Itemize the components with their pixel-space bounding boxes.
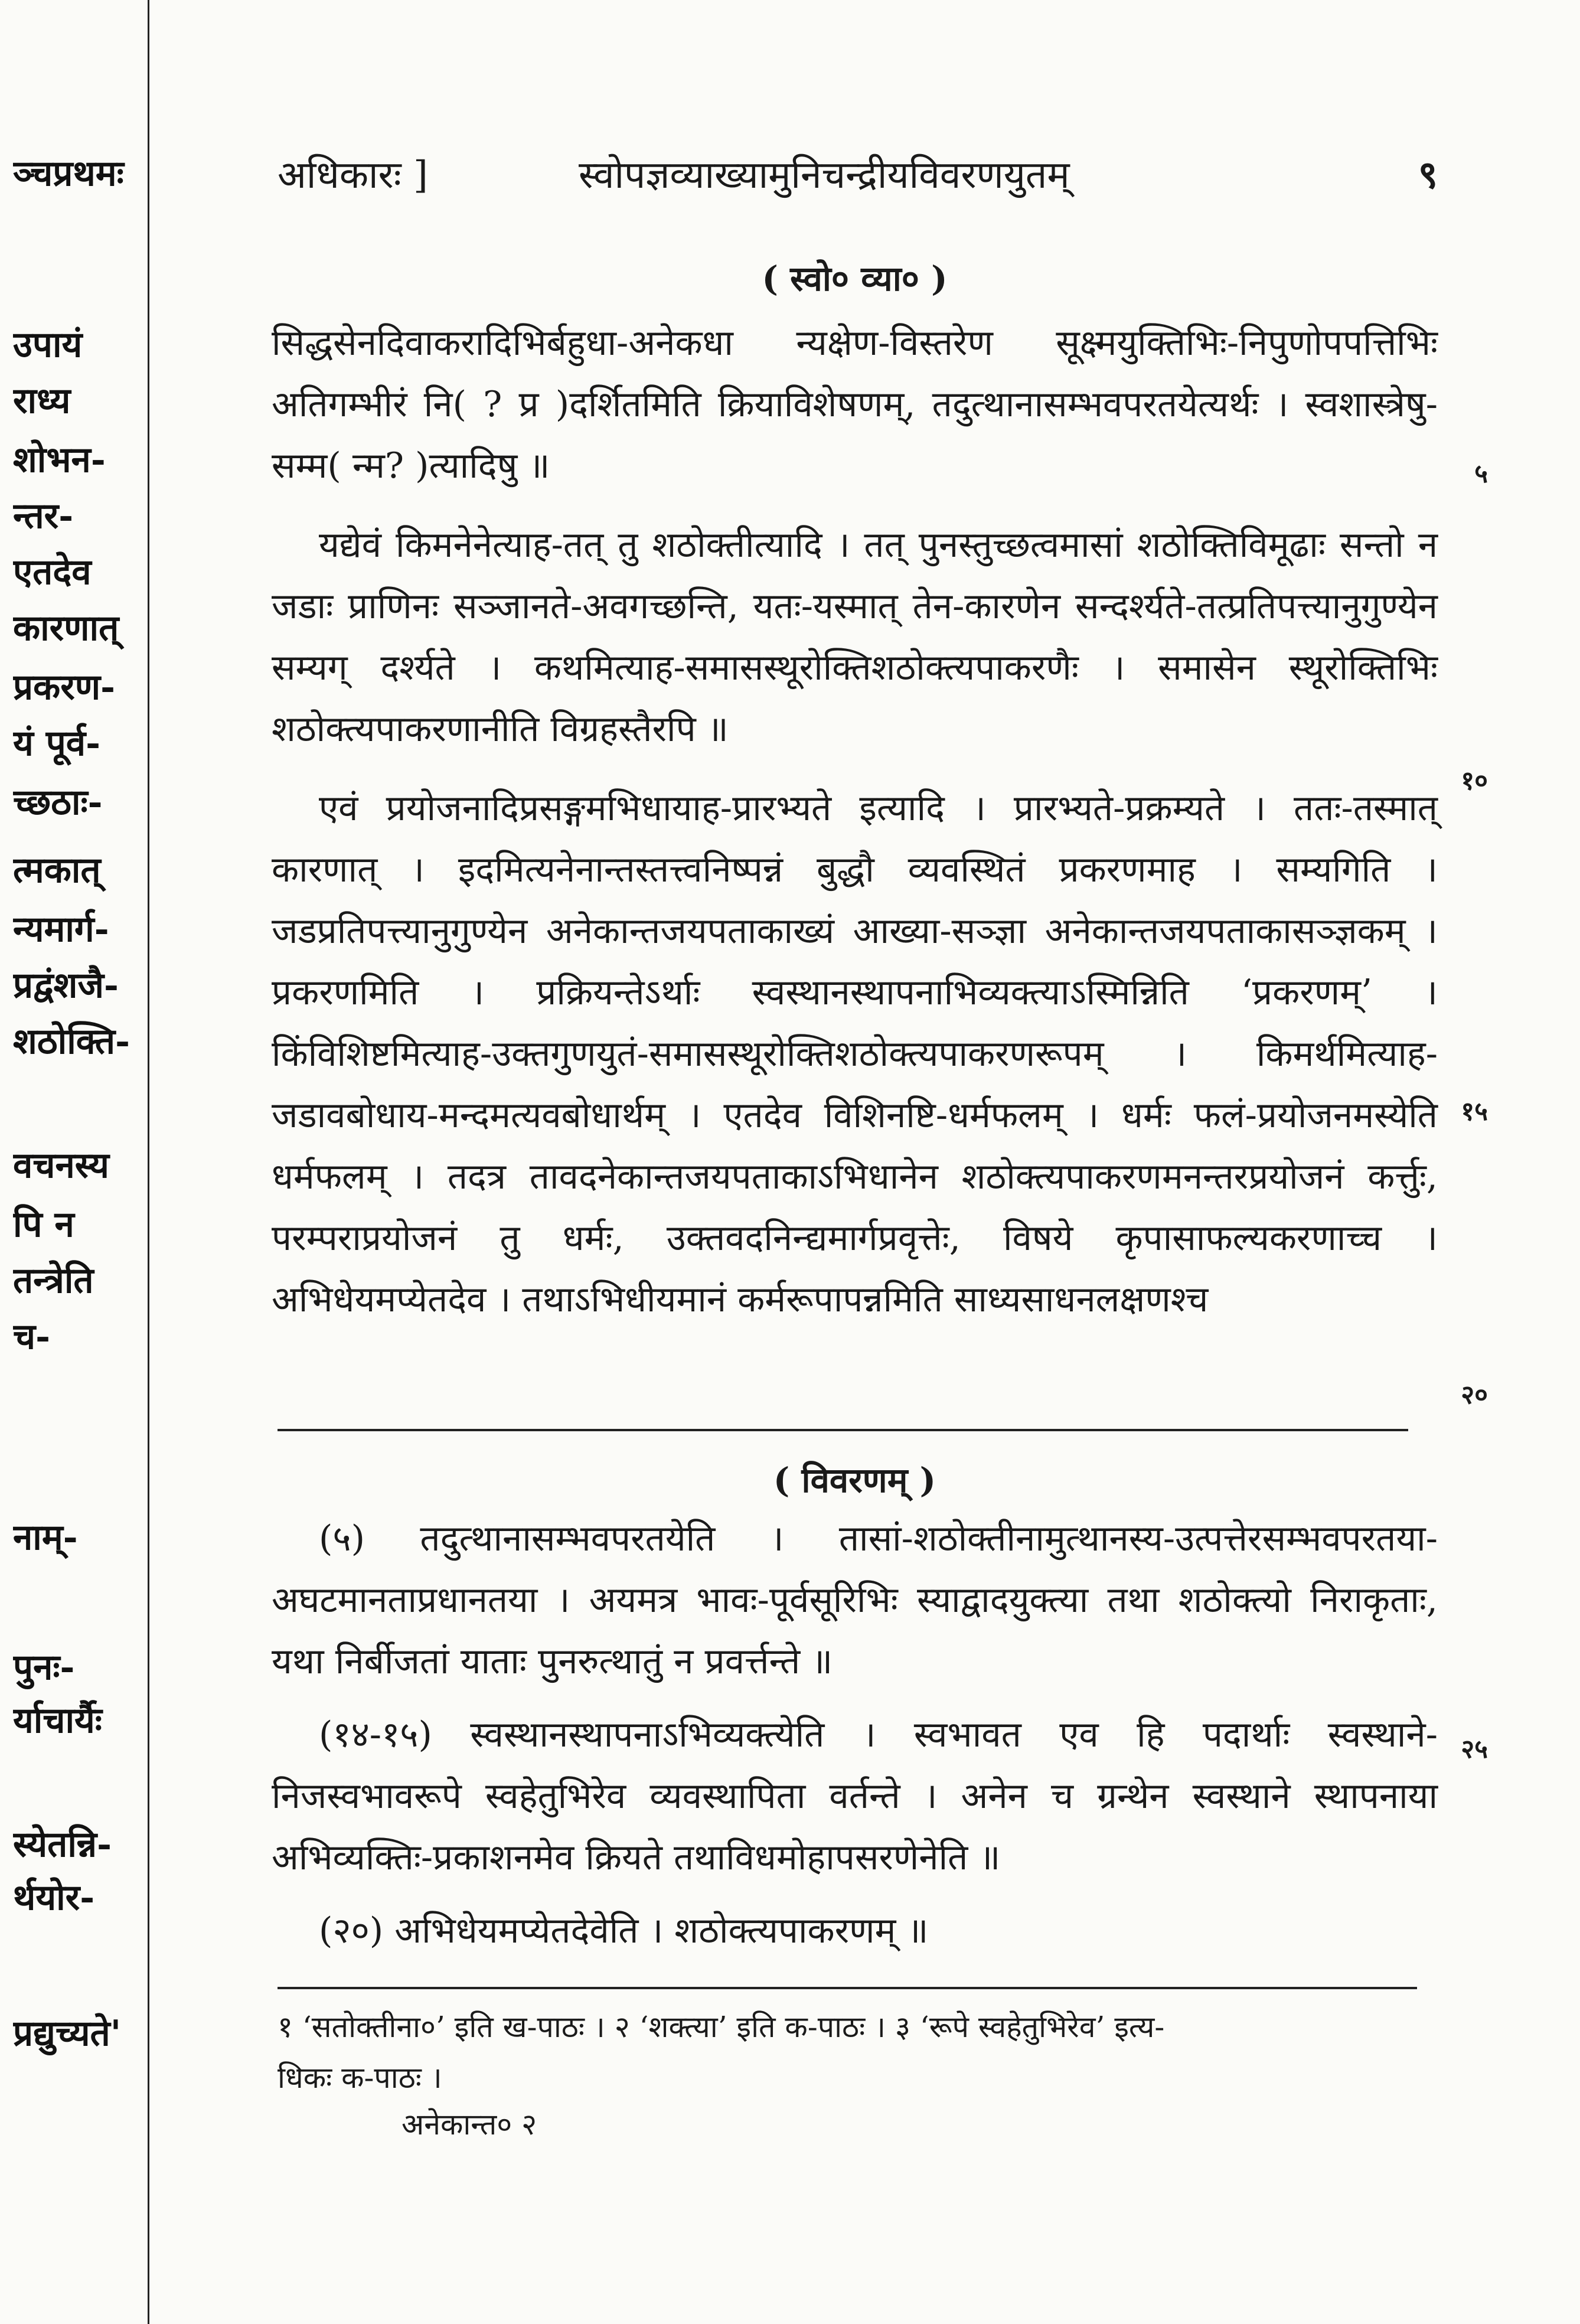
margin-fragment: तन्त्रेति [13, 1260, 94, 1301]
commentary-paragraph: यद्येवं किमनेनेत्याह-तत् तु शठोक्तीत्यादि । तत् पुनस्तुच्छत्वमासां शठोक्तिविमूढाः सन्तो न जडाः प्राणिनः सञ्जानते-अवगच्छन्ति, यतः-यस्मात् तेन-कारणेन सन्दर्श्यते-तत्प्रतिपत्त्यानुगुण्येन सम्यग् दर्श्यते । कथमित्याह-समासस्थूरोक्तिशठोक्त्यपाकरणैः । समासेन स्थूरोक्तिभिः शठोक्त्यपाकरणानीति विग्रहस्तैरपि ॥ [272, 524, 1438, 750]
line-number: १० [1461, 766, 1488, 796]
margin-fragment: र्याचार्यैः [13, 1700, 102, 1741]
vivarana-entry: (५) तदुत्थानासम्भवपरतयेति । तासां-शठोक्तीनामुत्थानस्य-उत्पत्तेरसम्भवपरतया-अघटमानताप्रधानतया । अयमत्र भावः-पूर्वसूरिभिः स्याद्वादयुक्त्या तथा शठोक्त्यो निराकृताः, यथा निर्बीजतां याताः पुनरुत्थातुं न प्रवर्त्तन्ते ॥ [272, 1518, 1438, 1682]
footnote-divider [278, 1987, 1417, 1989]
margin-fragment: एतदेव [13, 551, 92, 593]
footnote-line: धिकः क-पाठः । [278, 2061, 442, 2095]
commentary-heading: ( स्वो० व्या० ) [762, 259, 948, 299]
line-number: २५ [1461, 1734, 1488, 1764]
chapter-marker: अधिकारः ] [278, 154, 428, 197]
vivarana-heading: ( विवरणम् ) [773, 1460, 936, 1500]
margin-fragment: यं पूर्व- [13, 723, 101, 764]
margin-fragment: च्छठाः- [13, 782, 103, 823]
margin-fragment: प्रद्युच्यते' [13, 2013, 122, 2054]
margin-fragment: कारणात् [13, 608, 119, 649]
margin-fragment: र्थयोर- [13, 1877, 95, 1918]
book-title: स्वोपज्ञव्याख्यामुनिचन्द्रीयविवरणयुतम् [579, 154, 1070, 197]
margin-fragment: च- [13, 1316, 51, 1357]
margin-fragment: शठोक्ति- [13, 1021, 130, 1062]
margin-fragment: नाम्- [13, 1517, 78, 1558]
page-number: ९ [1418, 153, 1438, 197]
line-number: १५ [1461, 1096, 1488, 1127]
margin-fragment: न्यमार्ग- [13, 909, 109, 950]
margin-fragment: स्येतन्नि- [13, 1824, 112, 1865]
signature-mark: अनेकान्त० २ [401, 2107, 537, 2142]
section-divider [278, 1429, 1408, 1431]
vivarana-entry: (२०) अभिधेयमप्येतदेवेति । शठोक्त्यपाकरणम् ॥ [319, 1910, 929, 1951]
line-number: ५ [1474, 459, 1488, 489]
margin-fragment: प्रद्वंशजै- [13, 965, 119, 1006]
margin-fragment: ञ्चप्रथमः [13, 153, 124, 194]
margin-fragment: शोभन- [13, 439, 106, 481]
running-head [272, 148, 1438, 201]
footnote-line: १ ‘सतोक्तीना०’ इति ख-पाठः । २ ‘शक्त्या’ इति क-पाठः । ३ ‘रूपे स्वहेतुभिरेव’ इत्य- [278, 2010, 1165, 2044]
vivarana-entry: (१४-१५) स्वस्थानस्थापनाऽभिव्यक्त्येति । स्वभावत एव हि पदार्थाः स्वस्थाने-निजस्वभावरूपे स्वहेतुभिरेव व्यवस्थापिता वर्तन्ते । अनेन च ग्रन्थेन स्वस्थाने स्थापनाया अभिव्यक्तिः-प्रकाशनमेव क्रियते तथाविधमोहापसरणेनेति ॥ [272, 1714, 1438, 1878]
margin-fragment: पुनः- [13, 1647, 75, 1688]
margin-fragment: उपायं [13, 324, 83, 365]
facing-page-margin [0, 0, 149, 2324]
line-number: २० [1461, 1380, 1488, 1410]
margin-fragment: वचनस्य [13, 1145, 109, 1186]
margin-fragment: त्मकात् [13, 850, 101, 891]
margin-fragment: पि न [13, 1204, 74, 1245]
margin-fragment: प्रकरण- [13, 667, 116, 708]
commentary-paragraph: एवं प्रयोजनादिप्रसङ्गमभिधायाह-प्रारभ्यते इत्यादि । प्रारभ्यते-प्रक्रम्यते । ततः-तस्मात् कारणात् । इदमित्यनेनान्तस्तत्त्वनिष्पन्नं बुद्धौ व्यवस्थितं प्रकरणमाह । सम्यगिति । जडप्रतिपत्त्यानुगुण्येन अनेकान्तजयपताकाख्यं आख्या-सञ्ज्ञा अनेकान्तजयपताकासञ्ज्ञकम् । प्रकरणमिति । प्रक्रियन्तेऽर्थाः स्वस्थानस्थापनाभिव्यक्त्याऽस्मिन्निति ‘प्रकरणम्’ । किंविशिष्टमित्याह-उक्तगुणयुतं-समासस्थूरोक्तिशठोक्त्यपाकरणरूपम् । किमर्थमित्याह-जडावबोधाय-मन्दमत्यवबोधार्थम् । एतदेव विशिनष्टि-धर्मफलम् । धर्मः फलं-प्रयोजनमस्येति धर्मफलम् । तदत्र तावदनेकान्तजयपताकाऽभिधानेन शठोक्त्यपाकरणमनन्तरप्रयोजनं कर्त्तुः, परम्पराप्रयोजनं तु धर्मः, उक्तवदनिन्द्यमार्गप्रवृत्तेः, विषये कृपासाफल्यकरणाच्च । अभिधेयमप्येतदेव । तथाऽभिधीयमानं कर्मरूपापन्नमिति साध्यसाधनलक्षणश्च [272, 788, 1438, 1320]
commentary-paragraph: सिद्धसेनदिवाकरादिभिर्बहुधा-अनेकधा न्यक्षेण-विस्तरेण सूक्ष्मयुक्तिभिः-निपुणोपपत्तिभिः अतिगम्भीरं नि( ? प्र )दर्शितमिति क्रियाविशेषणम्, तदुत्थानासम्भवपरतयेत्यर्थः । स्वशास्त्रेषु-सम्म( न्म? )त्यादिषु ॥ [272, 322, 1438, 487]
margin-fragment: राध्य [13, 380, 71, 422]
margin-fragment: न्तर- [13, 495, 74, 537]
vivarana-section [272, 1455, 1438, 1961]
footnotes [278, 2002, 1417, 2143]
commentary-section [272, 254, 1438, 1330]
